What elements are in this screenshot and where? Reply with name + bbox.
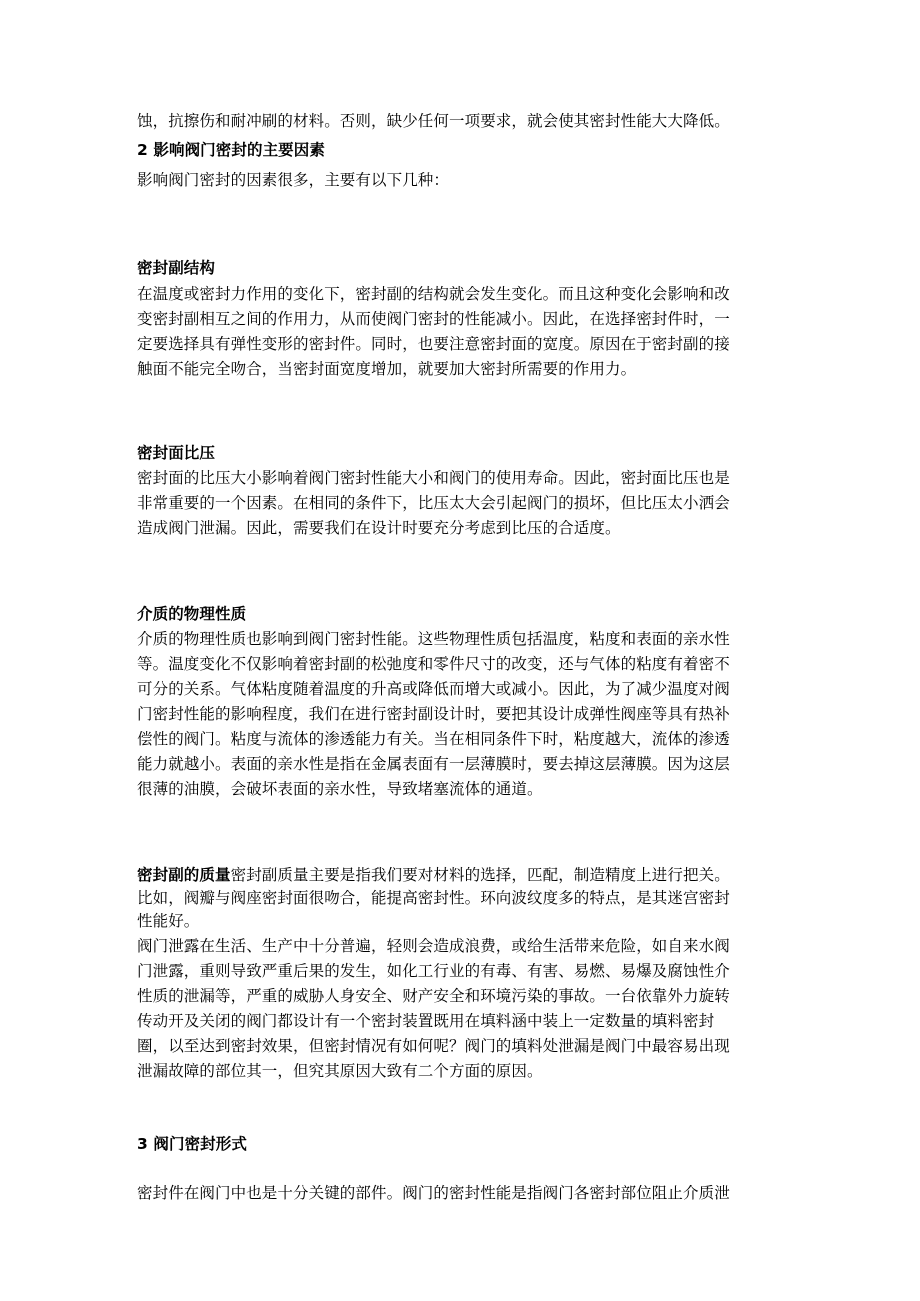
factor4-line: 性能好。: [137, 912, 200, 930]
leakage-line: 传动开及关闭的阀门都设计有一个密封装置既用在填料涵中装上一定数量的填料密封: [137, 1012, 715, 1030]
leakage-line: 泄漏故障的部位其一，但究其原因大致有二个方面的原因。: [137, 1062, 543, 1080]
leakage-line: 圈，以至达到密封效果，但密封情况有如何呢？阀门的填料处泄漏是阀门中最容易出现: [137, 1037, 730, 1055]
factor2-line: 非常重要的一个因素。在相同的条件下，比压太大会引起阀门的损坏，但比压太小洒会: [137, 494, 730, 512]
factor3-line: 门密封性能的影响程度，我们在进行密封副设计时，要把其设计成弹性阀座等具有热补: [137, 705, 730, 723]
factor2-line: 造成阀门泄漏。因此，需要我们在设计时要充分考虑到比压的合适度。: [137, 519, 621, 537]
intro-line: 蚀，抗擦伤和耐冲刷的材料。否则，缺少任何一项要求，就会使其密封性能大大降低。: [137, 112, 730, 130]
factor1-title: 密封副结构: [137, 259, 216, 277]
factor1-line: 变密封副相互之间的作用力，从而使阀门密封的性能减小。因此，在选择密封件时，一: [137, 310, 730, 328]
section2-heading: 2 影响阀门密封的主要因素: [137, 141, 325, 159]
factor3-line: 可分的关系。气体粘度随着温度的升高或降低而增大或减小。因此，为了减少温度对阀: [137, 680, 730, 698]
factor4-title: 密封副的质量: [137, 866, 231, 884]
factor3-line: 偿性的阀门。粘度与流体的渗透能力有关。当在相同条件下时，粘度越大，流体的渗透: [137, 730, 730, 748]
leakage-line: 门泄露，重则导致严重后果的发生，如化工行业的有毒、有害、易燃、易爆及腐蚀性介: [137, 962, 730, 980]
factor1-line: 在温度或密封力作用的变化下，密封副的结构就会发生变化。而且这种变化会影响和改: [137, 285, 730, 303]
factor4-first-line-rest: 密封副质量主要是指我们要对材料的选择，匹配，制造精度上进行把关。: [230, 866, 730, 884]
factor3-line: 能力就越小。表面的亲水性是指在金属表面有一层薄膜时，要去掉这层薄膜。因为这层: [137, 755, 730, 773]
section2-intro: 影响阀门密封的因素很多，主要有以下几种：: [137, 171, 450, 189]
factor3-line: 介质的物理性质也影响到阀门密封性能。这些物理性质包括温度，粘度和表面的亲水性: [137, 630, 730, 648]
factor3-line: 很薄的油膜，会破坏表面的亲水性，导致堵塞流体的通道。: [137, 780, 543, 798]
factor1-line: 定要选择具有弹性变形的密封件。同时，也要注意密封面的宽度。原因在于密封副的接: [137, 335, 730, 353]
section3-line: 密封件在阀门中也是十分关键的部件。阀门的密封性能是指阀门各密封部位阻止介质泄: [137, 1184, 730, 1202]
factor3-title: 介质的物理性质: [137, 605, 247, 623]
leakage-line: 阀门泄露在生活、生产中十分普遍，轻则会造成浪费，或给生活带来危险，如自来水阀: [137, 937, 730, 955]
section3-heading: 3 阀门密封形式: [137, 1135, 247, 1153]
factor4-line: 比如，阀瓣与阀座密封面很吻合，能提高密封性。环向波纹度多的特点，是其迷宫密封: [137, 889, 730, 907]
factor2-line: 密封面的比压大小影响着阀门密封性能大小和阀门的使用寿命。因此，密封面比压也是: [137, 469, 730, 487]
factor3-line: 等。温度变化不仅影响着密封副的松弛度和零件尺寸的改变，还与气体的粘度有着密不: [137, 655, 730, 673]
factor1-line: 触面不能完全吻合，当密封面宽度增加，就要加大密封所需要的作用力。: [137, 360, 637, 378]
factor2-title: 密封面比压: [137, 444, 216, 462]
leakage-line: 性质的泄漏等，严重的威胁人身安全、财产安全和环境污染的事故。一台依靠外力旋转: [137, 987, 730, 1005]
